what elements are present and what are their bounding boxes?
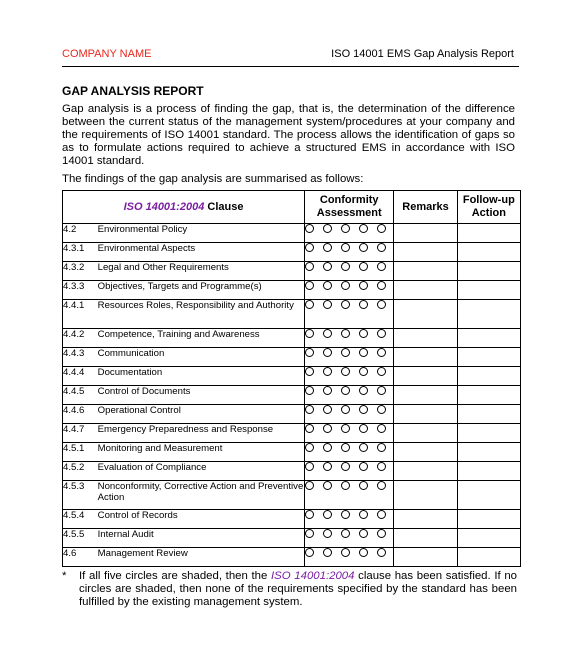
conformity-circle-icon[interactable] bbox=[377, 348, 386, 357]
conformity-circle-icon[interactable] bbox=[323, 529, 332, 538]
conformity-circle-icon[interactable] bbox=[323, 510, 332, 519]
conformity-circle-icon[interactable] bbox=[323, 548, 332, 557]
followup-cell[interactable] bbox=[457, 548, 520, 567]
conformity-circles bbox=[305, 548, 394, 567]
remarks-cell[interactable] bbox=[394, 405, 457, 424]
company-name: COMPANY NAME bbox=[62, 48, 152, 60]
conformity-circle-icon[interactable] bbox=[377, 510, 386, 519]
clause-number: 4.5.5 bbox=[63, 529, 98, 548]
conformity-circle-icon[interactable] bbox=[377, 367, 386, 376]
table-row bbox=[63, 262, 521, 281]
conformity-circle-icon[interactable] bbox=[377, 300, 386, 309]
remarks-cell[interactable] bbox=[394, 510, 457, 529]
remarks-cell[interactable] bbox=[394, 386, 457, 405]
followup-cell[interactable] bbox=[457, 367, 520, 386]
remarks-header: Remarks bbox=[394, 191, 457, 224]
conformity-circles bbox=[305, 367, 394, 386]
clause-number: 4.4.6 bbox=[63, 405, 98, 424]
remarks-cell[interactable] bbox=[394, 424, 457, 443]
clause-name: Control of Documents bbox=[98, 386, 305, 405]
conformity-circle-icon[interactable] bbox=[377, 529, 386, 538]
conformity-circle-icon[interactable] bbox=[359, 481, 368, 490]
conformity-circle-icon[interactable] bbox=[341, 329, 350, 338]
conformity-circle-icon[interactable] bbox=[305, 281, 314, 290]
table-row bbox=[63, 510, 521, 529]
clause-header-word: Clause bbox=[207, 200, 244, 213]
remarks-cell[interactable] bbox=[394, 529, 457, 548]
conformity-circle-icon[interactable] bbox=[323, 281, 332, 290]
remarks-cell[interactable] bbox=[394, 462, 457, 481]
conformity-circle-icon[interactable] bbox=[323, 386, 332, 395]
clause-number: 4.5.4 bbox=[63, 510, 98, 529]
followup-cell[interactable] bbox=[457, 224, 520, 243]
followup-cell[interactable] bbox=[457, 443, 520, 462]
conformity-circle-icon[interactable] bbox=[359, 262, 368, 271]
conformity-circle-icon[interactable] bbox=[305, 262, 314, 271]
clause-number: 4.4.7 bbox=[63, 424, 98, 443]
conformity-circles bbox=[305, 386, 394, 405]
conformity-circle-icon[interactable] bbox=[359, 300, 368, 309]
footnote-iso-ref: ISO 14001:2004 bbox=[271, 570, 355, 582]
clause-name: Objectives, Targets and Programme(s) bbox=[98, 281, 305, 300]
clause-number: 4.3.2 bbox=[63, 262, 98, 281]
conformity-circle-icon[interactable] bbox=[359, 243, 368, 252]
conformity-circles bbox=[305, 262, 394, 281]
conformity-circle-icon[interactable] bbox=[377, 386, 386, 395]
table-row bbox=[63, 367, 521, 386]
summary-line: The findings of the gap analysis are summarised as follows: bbox=[62, 173, 364, 185]
table-row bbox=[63, 386, 521, 405]
conformity-circles bbox=[305, 281, 394, 300]
conformity-circle-icon[interactable] bbox=[359, 281, 368, 290]
table-row bbox=[63, 281, 521, 300]
conformity-circles bbox=[305, 243, 394, 262]
report-title: GAP ANALYSIS REPORT bbox=[62, 84, 204, 98]
clause-name: Resources Roles, Responsibility and Authority bbox=[98, 300, 305, 329]
clause-name: Monitoring and Measurement bbox=[98, 443, 305, 462]
conformity-circle-icon[interactable] bbox=[377, 405, 386, 414]
clause-number: 4.5.1 bbox=[63, 443, 98, 462]
table-row bbox=[63, 529, 521, 548]
clause-number: 4.4.3 bbox=[63, 348, 98, 367]
conformity-circle-icon[interactable] bbox=[323, 481, 332, 490]
table-row bbox=[63, 424, 521, 443]
table-row bbox=[63, 443, 521, 462]
conformity-circle-icon[interactable] bbox=[359, 443, 368, 452]
clause-header-ref: ISO 14001:2004 bbox=[123, 200, 205, 213]
remarks-cell[interactable] bbox=[394, 443, 457, 462]
conformity-circle-icon[interactable] bbox=[377, 243, 386, 252]
followup-header: Follow-up Action bbox=[457, 191, 520, 224]
table-row bbox=[63, 481, 521, 510]
clause-name: Emergency Preparedness and Response bbox=[98, 424, 305, 443]
table-row bbox=[63, 224, 521, 243]
conformity-circle-icon[interactable] bbox=[377, 462, 386, 471]
conformity-circle-icon[interactable] bbox=[377, 262, 386, 271]
intro-paragraph: Gap analysis is a process of finding the gap, that is, the determination of the difference between the current status of the management system/procedures at your company and the requirements of ISO 14001 standard. The process allows the identification of gaps so as to formulate actions required to achieve a structured EMS in accordance with ISO 14001 standard. bbox=[62, 103, 515, 167]
table-row bbox=[63, 243, 521, 262]
remarks-cell[interactable] bbox=[394, 481, 457, 510]
conformity-circle-icon[interactable] bbox=[341, 405, 350, 414]
remarks-cell[interactable] bbox=[394, 300, 457, 329]
conformity-circle-icon[interactable] bbox=[305, 300, 314, 309]
conformity-circle-icon[interactable] bbox=[377, 548, 386, 557]
clause-number: 4.4.4 bbox=[63, 367, 98, 386]
conformity-circle-icon[interactable] bbox=[323, 348, 332, 357]
conformity-circles bbox=[305, 405, 394, 424]
conformity-circle-icon[interactable] bbox=[323, 262, 332, 271]
clause-header bbox=[63, 191, 305, 224]
conformity-circle-icon[interactable] bbox=[359, 405, 368, 414]
footnote-text-before: If all five circles are shaded, then the bbox=[79, 570, 271, 582]
conformity-circle-icon[interactable] bbox=[305, 510, 314, 519]
followup-cell[interactable] bbox=[457, 243, 520, 262]
conformity-circle-icon[interactable] bbox=[359, 348, 368, 357]
conformity-circle-icon[interactable] bbox=[323, 424, 332, 433]
followup-cell[interactable] bbox=[457, 300, 520, 329]
conformity-circle-icon[interactable] bbox=[341, 386, 350, 395]
followup-cell[interactable] bbox=[457, 281, 520, 300]
conformity-circle-icon[interactable] bbox=[323, 329, 332, 338]
conformity-circle-icon[interactable] bbox=[359, 367, 368, 376]
table-row bbox=[63, 329, 521, 348]
footnote bbox=[62, 570, 517, 609]
conformity-circle-icon[interactable] bbox=[305, 386, 314, 395]
conformity-circle-icon[interactable] bbox=[341, 367, 350, 376]
conformity-circle-icon[interactable] bbox=[341, 510, 350, 519]
clause-number: 4.5.2 bbox=[63, 462, 98, 481]
table-header-row bbox=[63, 191, 521, 224]
followup-cell[interactable] bbox=[457, 329, 520, 348]
conformity-circle-icon[interactable] bbox=[305, 481, 314, 490]
conformity-circle-icon[interactable] bbox=[323, 243, 332, 252]
conformity-circle-icon[interactable] bbox=[323, 224, 332, 233]
conformity-circle-icon[interactable] bbox=[323, 462, 332, 471]
conformity-circle-icon[interactable] bbox=[305, 424, 314, 433]
conformity-circle-icon[interactable] bbox=[305, 443, 314, 452]
conformity-circle-icon[interactable] bbox=[341, 443, 350, 452]
clause-name: Internal Audit bbox=[98, 529, 305, 548]
remarks-cell[interactable] bbox=[394, 548, 457, 567]
conformity-circle-icon[interactable] bbox=[305, 224, 314, 233]
conformity-circle-icon[interactable] bbox=[305, 405, 314, 414]
conformity-circles bbox=[305, 510, 394, 529]
conformity-circle-icon[interactable] bbox=[341, 424, 350, 433]
conformity-circles bbox=[305, 329, 394, 348]
clause-name: Documentation bbox=[98, 367, 305, 386]
conformity-circle-icon[interactable] bbox=[359, 329, 368, 338]
followup-cell[interactable] bbox=[457, 424, 520, 443]
clause-number: 4.2 bbox=[63, 224, 98, 243]
conformity-circles bbox=[305, 224, 394, 243]
clause-name: Control of Records bbox=[98, 510, 305, 529]
conformity-circle-icon[interactable] bbox=[341, 262, 350, 271]
table-row bbox=[63, 462, 521, 481]
conformity-circle-icon[interactable] bbox=[323, 405, 332, 414]
conformity-circle-icon[interactable] bbox=[305, 243, 314, 252]
conformity-circle-icon[interactable] bbox=[359, 386, 368, 395]
conformity-header: Conformity Assessment bbox=[305, 191, 394, 224]
conformity-circles bbox=[305, 529, 394, 548]
conformity-circle-icon[interactable] bbox=[359, 462, 368, 471]
clause-name: Environmental Aspects bbox=[98, 243, 305, 262]
conformity-circle-icon[interactable] bbox=[305, 529, 314, 538]
conformity-circle-icon[interactable] bbox=[341, 548, 350, 557]
conformity-circle-icon[interactable] bbox=[359, 510, 368, 519]
conformity-circle-icon[interactable] bbox=[377, 481, 386, 490]
conformity-circle-icon[interactable] bbox=[341, 481, 350, 490]
clause-name: Legal and Other Requirements bbox=[98, 262, 305, 281]
remarks-cell[interactable] bbox=[394, 224, 457, 243]
remarks-cell[interactable] bbox=[394, 243, 457, 262]
conformity-circle-icon[interactable] bbox=[341, 243, 350, 252]
conformity-circle-icon[interactable] bbox=[323, 443, 332, 452]
conformity-circles bbox=[305, 424, 394, 443]
clause-name: Communication bbox=[98, 348, 305, 367]
remarks-cell[interactable] bbox=[394, 367, 457, 386]
conformity-circle-icon[interactable] bbox=[377, 329, 386, 338]
clause-name: Environmental Policy bbox=[98, 224, 305, 243]
conformity-circles bbox=[305, 481, 394, 510]
conformity-circle-icon[interactable] bbox=[323, 367, 332, 376]
clause-number: 4.6 bbox=[63, 548, 98, 567]
table-body bbox=[63, 224, 521, 567]
clause-number: 4.3.1 bbox=[63, 243, 98, 262]
table-row bbox=[63, 548, 521, 567]
clause-number: 4.3.3 bbox=[63, 281, 98, 300]
conformity-circle-icon[interactable] bbox=[377, 224, 386, 233]
conformity-circle-icon[interactable] bbox=[305, 367, 314, 376]
conformity-circle-icon[interactable] bbox=[359, 224, 368, 233]
clause-number: 4.4.2 bbox=[63, 329, 98, 348]
conformity-circle-icon[interactable] bbox=[323, 300, 332, 309]
conformity-circle-icon[interactable] bbox=[305, 462, 314, 471]
conformity-circle-icon[interactable] bbox=[341, 300, 350, 309]
followup-cell[interactable] bbox=[457, 529, 520, 548]
gap-analysis-table bbox=[62, 190, 521, 567]
footnote-text-after: clause has been satisfied. If no circles are shaded, then none of the requirements specified by the standard has been fulfilled by the existing management system. bbox=[79, 570, 518, 608]
clause-name: Management Review bbox=[98, 548, 305, 567]
conformity-circle-icon[interactable] bbox=[359, 548, 368, 557]
remarks-cell[interactable] bbox=[394, 348, 457, 367]
clause-name: Nonconformity, Corrective Action and Preventive Action bbox=[98, 481, 305, 510]
followup-cell[interactable] bbox=[457, 405, 520, 424]
document-header-title: ISO 14001 EMS Gap Analysis Report bbox=[331, 48, 514, 60]
conformity-circles bbox=[305, 443, 394, 462]
conformity-circle-icon[interactable] bbox=[377, 443, 386, 452]
header-rule bbox=[62, 66, 519, 67]
footnote-marker: * bbox=[62, 570, 67, 582]
remarks-cell[interactable] bbox=[394, 281, 457, 300]
followup-cell[interactable] bbox=[457, 262, 520, 281]
clause-name: Competence, Training and Awareness bbox=[98, 329, 305, 348]
followup-cell[interactable] bbox=[457, 386, 520, 405]
clause-number: 4.4.1 bbox=[63, 300, 98, 329]
conformity-circle-icon[interactable] bbox=[377, 281, 386, 290]
conformity-circle-icon[interactable] bbox=[359, 529, 368, 538]
followup-cell[interactable] bbox=[457, 348, 520, 367]
clause-name: Operational Control bbox=[98, 405, 305, 424]
followup-cell[interactable] bbox=[457, 510, 520, 529]
conformity-circle-icon[interactable] bbox=[341, 462, 350, 471]
conformity-circles bbox=[305, 300, 394, 329]
clause-name: Evaluation of Compliance bbox=[98, 462, 305, 481]
conformity-circle-icon[interactable] bbox=[341, 348, 350, 357]
conformity-circle-icon[interactable] bbox=[359, 424, 368, 433]
clause-number: 4.5.3 bbox=[63, 481, 98, 510]
conformity-circle-icon[interactable] bbox=[377, 424, 386, 433]
remarks-cell[interactable] bbox=[394, 262, 457, 281]
table-row bbox=[63, 405, 521, 424]
followup-cell[interactable] bbox=[457, 481, 520, 510]
clause-number: 4.4.5 bbox=[63, 386, 98, 405]
conformity-circles bbox=[305, 348, 394, 367]
conformity-circle-icon[interactable] bbox=[341, 224, 350, 233]
followup-cell[interactable] bbox=[457, 462, 520, 481]
conformity-circle-icon[interactable] bbox=[305, 348, 314, 357]
conformity-circle-icon[interactable] bbox=[341, 281, 350, 290]
footnote-text bbox=[79, 570, 517, 609]
table-row bbox=[63, 300, 521, 329]
remarks-cell[interactable] bbox=[394, 329, 457, 348]
conformity-circle-icon[interactable] bbox=[305, 548, 314, 557]
table-row bbox=[63, 348, 521, 367]
conformity-circle-icon[interactable] bbox=[341, 529, 350, 538]
conformity-circles bbox=[305, 462, 394, 481]
conformity-circle-icon[interactable] bbox=[305, 329, 314, 338]
